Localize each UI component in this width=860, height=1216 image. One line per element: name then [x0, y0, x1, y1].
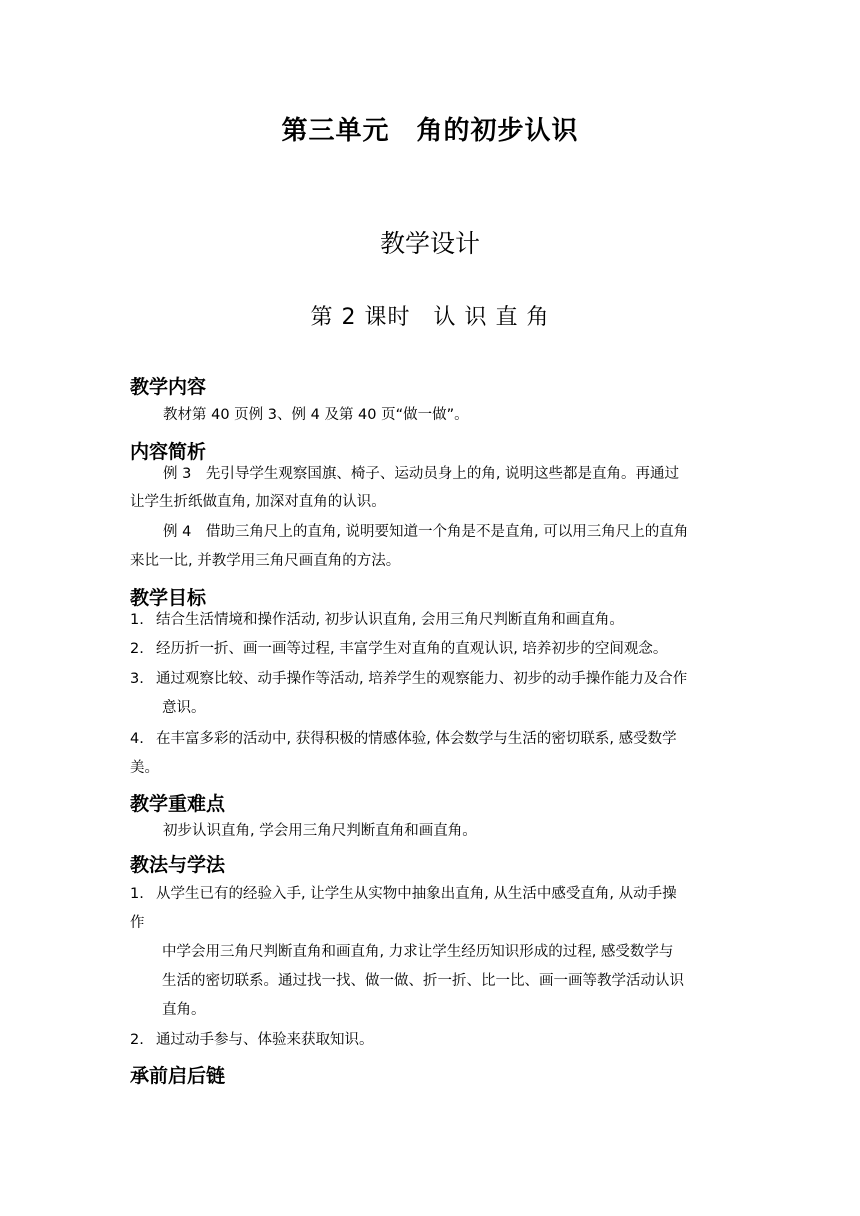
section-heading-analysis: 内容简析 — [130, 441, 207, 463]
method-number: 2. — [130, 1032, 144, 1048]
method-text: 从学生已有的经验入手, 让学生从实物中抽象出直角, 从生活中感受直角, 从动手操 — [156, 886, 677, 902]
method-text: 通过动手参与、体验来获取知识。 — [156, 1032, 374, 1048]
section-heading-goals: 教学目标 — [130, 587, 207, 609]
section-heading-key-points: 教学重难点 — [130, 793, 226, 815]
method-item — [130, 884, 677, 904]
analysis-line: 来比一比, 并教学用三角尺画直角的方法。 — [130, 553, 401, 569]
method-line: 直角。 — [162, 1002, 206, 1018]
goal-number: 4. — [130, 731, 144, 747]
method-line: 作 — [130, 915, 145, 931]
section-heading-methods: 教法与学法 — [130, 854, 226, 876]
goal-continuation: 意识。 — [162, 700, 206, 716]
content-text: 教材第 40 页例 3、例 4 及第 40 页“做一做”。 — [163, 407, 469, 423]
unit-title: 第三单元 角的初步认识 — [281, 116, 579, 146]
method-line: 中学会用三角尺判断直角和画直角, 力求让学生经历知识形成的过程, 感受数学与 — [162, 944, 674, 960]
analysis-line: 例 4 借助三角尺上的直角, 说明要知道一个角是不是直角, 可以用三角尺上的直角 — [163, 524, 689, 540]
goal-number: 3. — [130, 671, 144, 687]
section-heading-content: 教学内容 — [130, 376, 207, 398]
goal-item — [130, 669, 687, 689]
goal-text: 经历折一折、画一画等过程, 丰富学生对直角的直观认识, 培养初步的空间观念。 — [156, 641, 668, 657]
design-title: 教学设计 — [379, 229, 480, 258]
analysis-line: 让学生折纸做直角, 加深对直角的认识。 — [130, 494, 386, 510]
goal-text: 通过观察比较、动手操作等活动, 培养学生的观察能力、初步的动手操作能力及合作 — [156, 671, 688, 687]
goal-number: 2. — [130, 641, 144, 657]
goal-item — [130, 639, 667, 659]
goal-text: 结合生活情境和操作活动, 初步认识直角, 会用三角尺判断直角和画直角。 — [156, 612, 624, 628]
analysis-line: 例 3 先引导学生观察国旗、椅子、运动员身上的角, 说明这些都是直角。再通过 — [163, 466, 680, 482]
goal-number: 1. — [130, 612, 144, 628]
key-points-text: 初步认识直角, 学会用三角尺判断直角和画直角。 — [163, 823, 477, 839]
goal-item — [130, 610, 624, 630]
lesson-title: 第 2 课时 认 识 直 角 — [310, 305, 550, 330]
goal-text: 在丰富多彩的活动中, 获得积极的情感体验, 体会数学与生活的密切联系, 感受数学 — [156, 731, 677, 747]
method-number: 1. — [130, 886, 144, 902]
method-item — [130, 1030, 374, 1050]
method-line: 生活的密切联系。通过找一找、做一做、折一折、比一比、画一画等教学活动认识 — [162, 973, 684, 989]
goal-item — [130, 729, 677, 749]
goal-continuation: 美。 — [130, 760, 159, 776]
section-heading-continuity: 承前启后链 — [130, 1065, 226, 1087]
